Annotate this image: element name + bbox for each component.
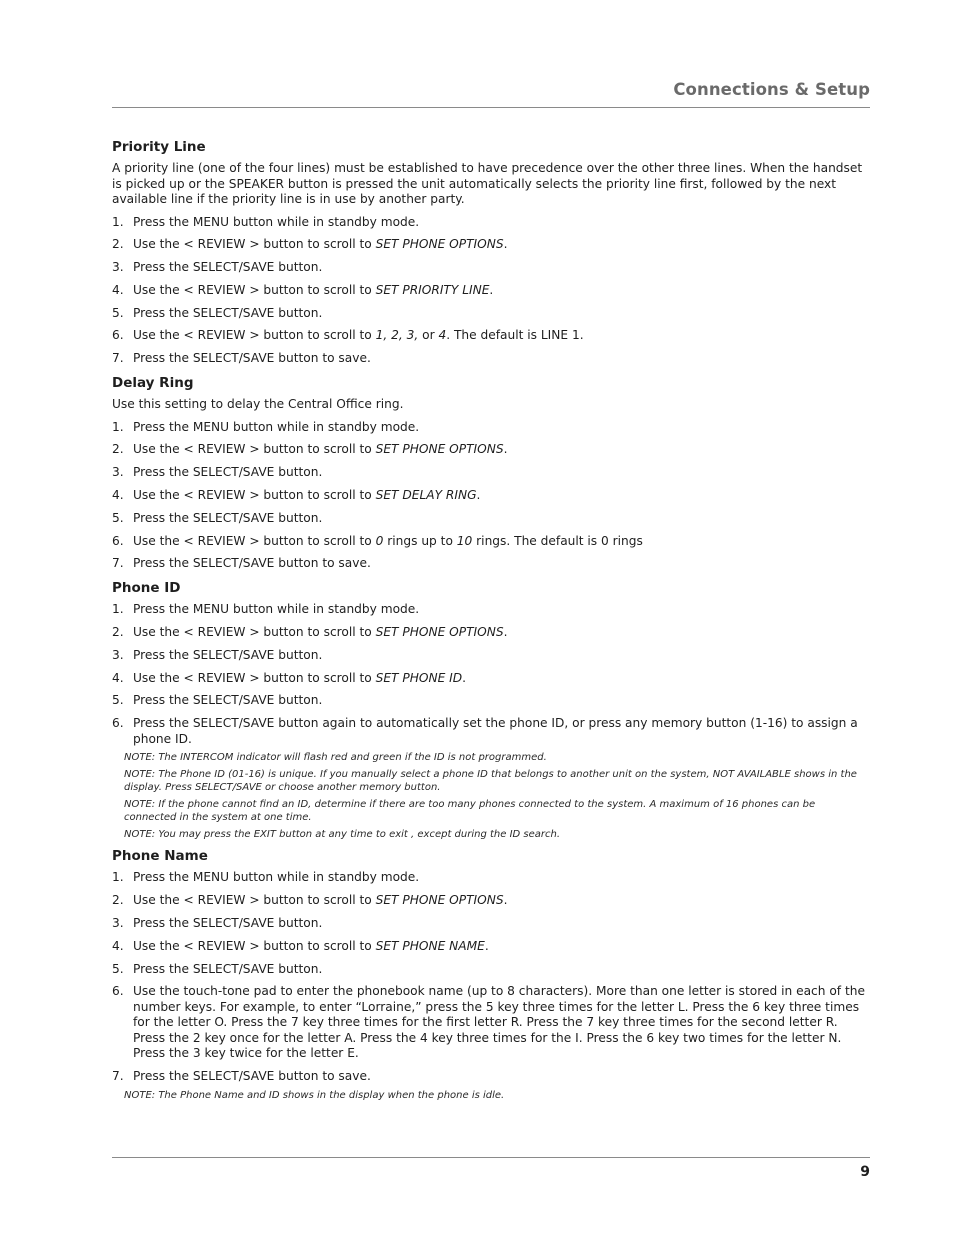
step-text-mid: rings up to [383,533,457,548]
menu-option-text: SET PHONE OPTIONS [375,893,504,908]
option-value-text: 4 [438,328,447,343]
step-item [112,984,870,1062]
step-text: Press the MENU button while in standby mode. [133,602,420,617]
step-number: 6. [112,716,124,731]
step-text: Press the MENU button while in standby mode. [133,214,420,229]
step-number: 7. [112,351,124,366]
step-text: Press the SELECT/SAVE button. [133,510,323,525]
page-content [112,138,870,1108]
option-value-text: 1, 2, 3, [375,328,419,343]
step-list [112,420,870,572]
step-text: Use the < REVIEW > button to scroll to [133,893,376,908]
footer-divider [112,1157,870,1158]
step-number: 4. [112,670,124,685]
note-text: NOTE: The INTERCOM indicator will flash red and green if the ID is not programmed. [124,752,547,764]
step-text: Use the < REVIEW > button to scroll to [133,442,376,457]
step-text-tail: . The default is LINE 1. [446,328,584,343]
step-text: Use the < REVIEW > button to scroll to [133,670,376,685]
step-number: 4. [112,487,124,502]
step-item [112,511,870,527]
step-item [112,602,870,618]
step-item [112,442,870,458]
step-number: 5. [112,305,124,320]
note-text: NOTE: If the phone cannot find an ID, determine if there are too many phones connected to the system. A maximum of 16 phones can be connected in the system at one time. [124,799,816,824]
step-number: 5. [112,961,124,976]
step-text: Press the SELECT/SAVE button. [133,693,323,708]
step-number: 4. [112,282,124,297]
step-number: 1. [112,419,124,434]
menu-option-text: SET PRIORITY LINE [375,282,490,297]
step-item [112,716,870,747]
step-number: 3. [112,647,124,662]
step-item [112,648,870,664]
step-item [112,939,870,955]
step-number: 4. [112,938,124,953]
step-number: 2. [112,237,124,252]
step-item [112,488,870,504]
step-number: 6. [112,984,124,999]
step-text-tail: . [489,282,494,297]
step-item [112,328,870,344]
menu-option-text: SET PHONE OPTIONS [375,237,504,252]
section-intro: A priority line (one of the four lines) must be established to have precedence over the other three lines. When the handset is picked up or the SPEAKER button is pressed the unit automatically selects the priority line first, followed by the next available line if the priority line is in use by another party. [112,161,863,206]
step-text: Use the < REVIEW > button to scroll to [133,282,376,297]
step-text: Press the SELECT/SAVE button to save. [133,1069,371,1084]
step-list [112,602,870,747]
step-item [112,465,870,481]
step-text: Press the MENU button while in standby mode. [133,419,420,434]
step-item [112,534,870,550]
step-text: Use the < REVIEW > button to scroll to [133,237,376,252]
step-text: Use the < REVIEW > button to scroll to [133,487,376,502]
step-text: Use the < REVIEW > button to scroll to [133,533,376,548]
step-text: Press the SELECT/SAVE button. [133,465,323,480]
step-item [112,625,870,641]
step-number: 7. [112,556,124,571]
step-text-tail: . [462,670,467,685]
step-text: Press the SELECT/SAVE button. [133,305,323,320]
step-item [112,671,870,687]
step-list [112,215,870,367]
step-item [112,237,870,253]
step-number: 6. [112,533,124,548]
step-item [112,893,870,909]
section-delay-ring [112,374,870,572]
step-item [112,351,870,367]
option-value-text: 0 [375,533,384,548]
option-value-text: 10 [456,533,473,548]
step-item [112,283,870,299]
step-number: 7. [112,1069,124,1084]
step-text: Press the SELECT/SAVE button to save. [133,556,371,571]
note-text: NOTE: You may press the EXIT button at any time to exit , except during the ID search. [124,829,561,841]
notes-block [112,1089,870,1102]
menu-option-text: SET DELAY RING [375,487,477,502]
step-text-tail: . [503,893,508,908]
step-text: Use the touch-tone pad to enter the phonebook name (up to 8 characters). More than one letter is stored in each of the number keys. For example, to enter “Lorraine,” press the 5 key three times for the letter L. Press the 6 key three times for the letter O. Press the 7 key three times for the first letter R. Press the 7 key three times for the second letter R. Press the 2 key once for the letter A. Press the 4 key three times for the I. Press the 6 key two times for the letter N. Press the 3 key twice for the letter E. [133,984,865,1061]
step-text: Use the < REVIEW > button to scroll to [133,624,376,639]
section-heading: Phone ID [112,580,181,597]
header-divider [112,107,870,108]
step-text: Press the SELECT/SAVE button to save. [133,351,371,366]
menu-option-text: SET PHONE NAME [375,938,485,953]
step-text: Press the SELECT/SAVE button again to automatically set the phone ID, or press any memory button (1-16) to assign a phone ID. [133,716,858,746]
menu-option-text: SET PHONE ID [375,670,463,685]
step-text: Press the SELECT/SAVE button. [133,260,323,275]
step-item [112,556,870,572]
step-number: 3. [112,465,124,480]
step-number: 1. [112,870,124,885]
step-item [112,962,870,978]
notes-block [112,751,870,841]
step-text: Use the < REVIEW > button to scroll to [133,938,376,953]
step-item [112,693,870,709]
step-text: Use the < REVIEW > button to scroll to [133,328,376,343]
step-item [112,306,870,322]
step-number: 6. [112,328,124,343]
section-heading: Delay Ring [112,375,194,392]
step-number: 2. [112,442,124,457]
step-text: Press the SELECT/SAVE button. [133,647,323,662]
step-number: 2. [112,624,124,639]
note-text: NOTE: The Phone ID (01-16) is unique. If you manually select a phone ID that belongs to another unit on the system, NOT AVAILABLE shows in the display. Press SELECT/SAVE or choose another memory button. [124,769,857,794]
section-heading: Priority Line [112,139,206,155]
step-number: 1. [112,214,124,229]
step-number: 3. [112,916,124,931]
step-text: Press the SELECT/SAVE button. [133,916,323,931]
page-header-title: Connections & Setup [673,80,870,99]
step-number: 5. [112,510,124,525]
step-text: Press the MENU button while in standby mode. [133,870,420,885]
menu-option-text: SET PHONE OPTIONS [375,442,504,457]
menu-option-text: SET PHONE OPTIONS [375,624,504,639]
step-text-tail: . [503,237,508,252]
step-item [112,870,870,886]
step-text-tail: . [503,624,508,639]
step-item [112,1069,870,1085]
step-text-tail: . [484,938,489,953]
section-intro: Use this setting to delay the Central Office ring. [112,397,404,412]
step-text-mid: or [418,328,439,343]
step-number: 2. [112,893,124,908]
step-number: 1. [112,602,124,617]
step-list [112,870,870,1084]
section-priority-line [112,138,870,367]
step-text-tail: rings. The default is 0 rings [472,533,643,548]
step-number: 3. [112,260,124,275]
step-item [112,215,870,231]
note-text: NOTE: The Phone Name and ID shows in the display when the phone is idle. [124,1090,505,1102]
step-text-tail: . [476,487,481,502]
step-number: 5. [112,693,124,708]
step-text: Press the SELECT/SAVE button. [133,961,323,976]
page-number: 9 [860,1164,870,1180]
step-item [112,260,870,276]
section-phone-id [112,579,870,841]
step-item [112,916,870,932]
section-heading: Phone Name [112,848,208,865]
step-item [112,420,870,436]
section-phone-name [112,847,870,1102]
step-text-tail: . [503,442,508,457]
